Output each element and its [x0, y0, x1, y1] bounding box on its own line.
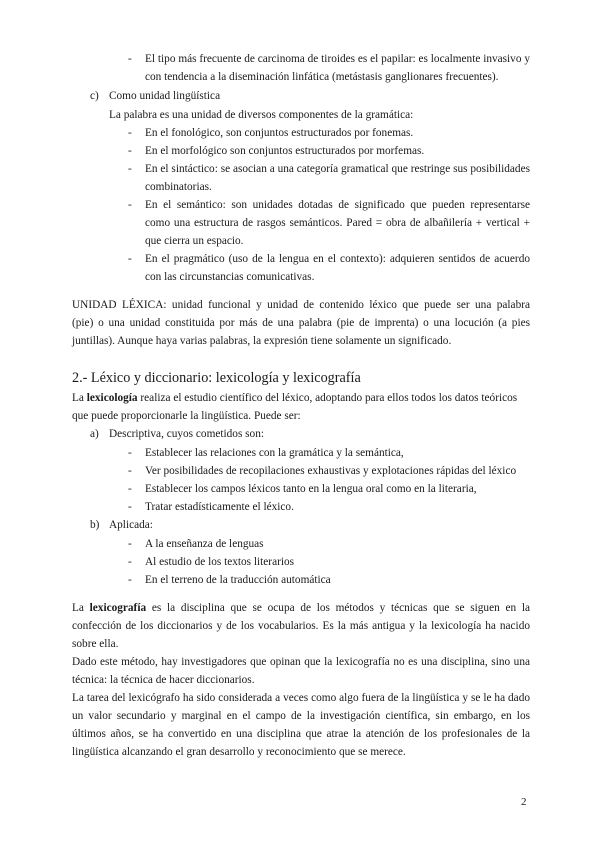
list-item-cont: con las circunstancias comunicativas. — [145, 271, 315, 283]
lexicografia-line: sobre ella. — [72, 638, 119, 650]
list-marker-b: b) — [90, 519, 100, 531]
list-dash: - — [128, 53, 132, 65]
unidad-lexica-line: juntillas). Aunque haya varias palabras, la expresión tiene solamente un significado. — [72, 335, 452, 347]
list-dash: - — [128, 447, 132, 459]
list-dash: - — [128, 465, 132, 477]
list-item: En el morfológico son conjuntos estructurados por morfemas. — [145, 145, 425, 157]
lexicografia-line: La lexicografía es la disciplina que se ocupa de los métodos y técnicas que se siguen en la — [72, 602, 530, 614]
section-c-intro: La palabra es una unidad de diversos componentes de la gramática: — [109, 109, 414, 121]
list-item: A la enseñanza de lenguas — [145, 538, 264, 550]
list-marker-a: a) — [90, 428, 99, 440]
metodo-line: Dado este método, hay investigadores que opinan que la lexicografía no es una disciplina, sino una — [72, 656, 530, 668]
descriptiva-title: Descriptiva, cuyos cometidos son: — [109, 428, 264, 440]
list-item: En el sintáctico: se asocian a una categoría gramatical que restringe sus posibilidades — [145, 163, 530, 175]
list-item-cont: que cierra un espacio. — [145, 235, 244, 247]
lexicografia-term: lexicografía — [89, 602, 147, 614]
lexicologia-line: que puede proporcionarle la lingüística. Puede ser: — [72, 410, 301, 422]
list-marker-c: c) — [90, 90, 99, 102]
list-item: Tratar estadísticamente el léxico. — [145, 501, 294, 513]
text-line: El tipo más frecuente de carcinoma de tiroides es el papilar: es localmente invasivo y — [145, 53, 530, 65]
list-dash: - — [128, 538, 132, 550]
section-heading: 2.- Léxico y diccionario: lexicología y lexicografía — [72, 370, 361, 386]
lexicografia-line: confección de los diccionarios y de los vocabularios. Es la más antigua y la lexicología ha nacido — [72, 620, 530, 632]
list-item: Al estudio de los textos literarios — [145, 556, 295, 568]
list-item: En el fonológico, son conjuntos estructurados por fonemas. — [145, 127, 414, 139]
list-dash: - — [128, 556, 132, 568]
tarea-line: últimos años, se ha convertido en una disciplina que atrae la atención de los profesionales de la — [72, 728, 530, 740]
tarea-line: un valor secundario y marginal en el campo de la investigación científica, sin embargo, en los — [72, 710, 530, 722]
metodo-line: técnica: la técnica de hacer diccionarios. — [72, 674, 255, 686]
list-dash: - — [128, 483, 132, 495]
aplicada-title: Aplicada: — [109, 519, 153, 531]
list-dash: - — [128, 127, 132, 139]
lexicologia-line: La lexicología realiza el estudio científico del léxico, adoptando para ellos todos los datos teóricos — [72, 392, 518, 404]
lexicologia-term: lexicología — [86, 392, 138, 404]
tarea-line: La tarea del lexicógrafo ha sido considerada a veces como algo fuera de la lingüística y se le ha dado — [72, 692, 530, 704]
unidad-lexica-line: (pie) o una unidad constituida por más de una palabra (pie de imprenta) o una locución (a pies — [72, 317, 530, 329]
list-dash: - — [128, 574, 132, 586]
list-item: En el pragmático (uso de la lengua en el contexto): adquieren sentidos de acuerdo — [145, 253, 530, 265]
unidad-lexica-line: UNIDAD LÉXICA: unidad funcional y unidad de contenido léxico que puede ser una palabra — [72, 299, 530, 311]
page-number: 2 — [521, 796, 527, 808]
list-dash: - — [128, 501, 132, 513]
section-c-title: Como unidad lingüística — [109, 90, 221, 102]
list-item: En el semántico: son unidades dotadas de significado que pueden representarse — [145, 199, 530, 211]
list-item: Establecer las relaciones con la gramática y la semántica, — [145, 447, 404, 459]
list-item: Establecer los campos léxicos tanto en la lengua oral como en la literaria, — [145, 483, 477, 495]
list-item-cont: combinatorias. — [145, 181, 212, 193]
tarea-line: lingüística alcanzando el gran desarrollo y reconocimiento que se merece. — [72, 746, 406, 758]
text-line: con tendencia a la diseminación linfática (metástasis ganglionares frecuentes). — [145, 71, 499, 83]
list-dash: - — [128, 199, 132, 211]
list-item: En el terreno de la traducción automática — [145, 574, 331, 586]
list-dash: - — [128, 163, 132, 175]
list-dash: - — [128, 253, 132, 265]
list-item: Ver posibilidades de recopilaciones exhaustivas y explotaciones rápidas del léxico — [145, 465, 517, 477]
list-item-cont: como una estructura de rasgos semánticos. Pared = obra de albañilería + vertical + — [145, 217, 530, 229]
list-dash: - — [128, 145, 132, 157]
